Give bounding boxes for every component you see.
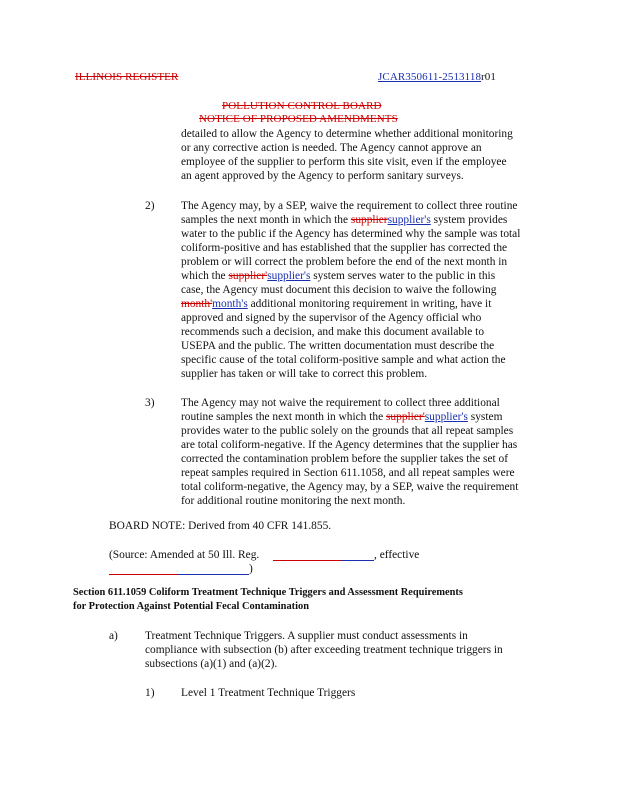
board-name: POLLUTION CONTROL BOARD (222, 100, 382, 112)
register-title: ILLINOIS REGISTER (75, 71, 179, 83)
text-run: system serves water to the public in this (310, 270, 496, 282)
item2-line: supplier has taken or will take to correct this problem. (181, 368, 428, 380)
jcar-code-suffix: r01 (481, 71, 497, 83)
subsection-a-line: compliance with subsection (b) after exceeding treatment technique triggers in (145, 644, 503, 656)
para1-line: an agent approved by the Agency to perform sanitary surveys. (181, 170, 464, 182)
item2-line: specific cause of the total coliform-positive sample and what action the (181, 354, 506, 366)
item3-line (181, 410, 502, 424)
item2-line (181, 269, 495, 283)
para1-line: detailed to allow the Agency to determine whether additional monitoring (181, 128, 513, 140)
item2-line: recommends such a decision, and make this document available to (181, 326, 485, 338)
deleted-text: month' (181, 298, 213, 310)
item2-number: 2) (145, 200, 155, 212)
item3-line: are total coliform-negative. If the Agency determines that the supplier has (181, 439, 518, 451)
item3-line: repeat samples required in Section 611.1058, and all repeat samples were (181, 467, 515, 479)
blank-underline-blue (341, 560, 374, 561)
text-run: system (467, 411, 503, 423)
board-note: BOARD NOTE: Derived from 40 CFR 141.855. (109, 520, 332, 532)
item2-line (181, 297, 491, 311)
deleted-text: supplier (350, 214, 388, 226)
para1-line: employee of the supplier to perform this site visit, even if the employee (181, 156, 507, 168)
item2-line: water to the public if the Agency has determined why the sample was total (181, 228, 521, 240)
text-run: additional monitoring requirement in writing, have it (247, 298, 492, 310)
jcar-code-text: JCAR350611-2513118 (378, 71, 482, 83)
source-text: (Source: Amended at 50 Ill. Reg. (109, 549, 260, 561)
item2-line: The Agency may, by a SEP, waive the requirement to collect three routine (181, 200, 518, 212)
item2-line: approved and signed by the supervisor of the Agency official who (181, 312, 482, 324)
para1-line: or any corrective action is needed. The Agency cannot approve an (181, 142, 482, 154)
subsection-a1-label: 1) (145, 687, 155, 699)
inserted-text: supplier's (267, 270, 311, 282)
item2-line: problem or will correct the problem before the end of the next month in (181, 256, 508, 268)
item2-line: USEPA and the public. The written documentation must describe the (181, 340, 495, 352)
item3-line: The Agency may not waive the requirement to collect three additional (181, 397, 500, 409)
subsection-a-label: a) (109, 630, 118, 642)
item2-line (181, 213, 507, 227)
item2-line: coliform-positive and has established that the supplier has corrected the (181, 242, 508, 254)
text-run: system provides (430, 214, 508, 226)
text-run: samples the next month in which the (181, 214, 351, 226)
source-close: ) (249, 563, 253, 575)
text-run: which the (181, 270, 229, 282)
item3-line: for additional routine monitoring the next month. (181, 495, 406, 507)
item3-number: 3) (145, 397, 155, 409)
item2-line: case, the Agency must document this decision to waive the following (181, 284, 497, 296)
item3-line: total coliform-negative, the Agency may, by a SEP, waive the requirement (181, 481, 519, 493)
blank-underline-red (109, 574, 177, 575)
deleted-text: supplier' (386, 411, 425, 423)
inserted-text: month's (212, 298, 248, 310)
subsection-a1-title: Level 1 Treatment Technique Triggers (181, 687, 356, 699)
deleted-text: supplier' (228, 270, 268, 282)
subsection-a-line: subsections (a)(1) and (a)(2). (145, 658, 278, 670)
item3-line: corrected the contamination problem before the supplier takes the set of (181, 453, 509, 465)
section-heading: for Protection Against Potential Fecal Contamination (73, 601, 309, 612)
inserted-text: supplier's (424, 411, 468, 423)
blank-underline-blue (177, 574, 249, 575)
jcar-code (378, 71, 496, 83)
section-heading: Section 611.1059 Coliform Treatment Technique Triggers and Assessment Requirements (73, 587, 463, 598)
inserted-text: supplier's (387, 214, 431, 226)
source-effective: , effective (374, 549, 420, 561)
blank-underline-red (273, 560, 341, 561)
text-run: routine samples the next month in which the (181, 411, 386, 423)
item3-line: provides water to the public solely on the grounds that all repeat samples (181, 425, 514, 437)
subsection-a-line: Treatment Technique Triggers. A supplier must conduct assessments in (145, 630, 468, 642)
notice-title: NOTICE OF PROPOSED AMENDMENTS (199, 113, 398, 125)
